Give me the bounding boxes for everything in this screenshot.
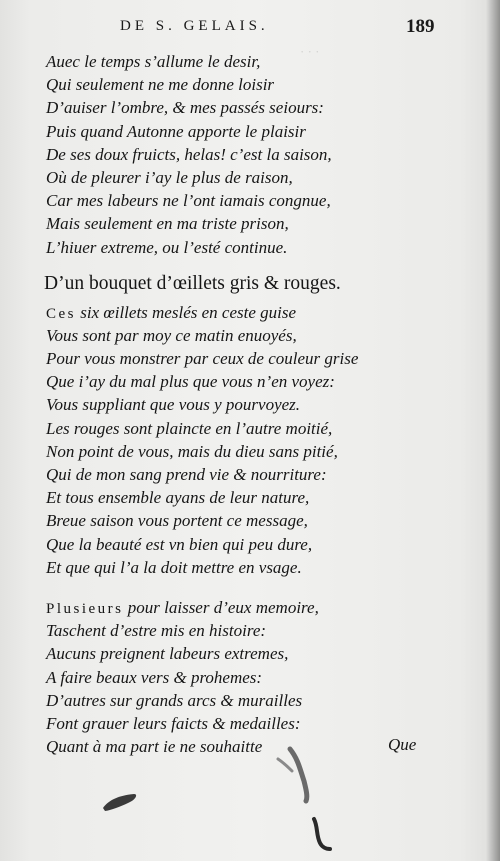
verse-line: Qui seulement ne me donne loisir (46, 75, 275, 95)
verse-line: Que i’ay du mal plus que vous n’en voyez: (46, 372, 335, 392)
verse-line-first (46, 596, 446, 619)
verse-line: Mais seulement en ma triste prison, (46, 214, 289, 234)
verse-line: Taschent d’estre mis en histoire: (46, 621, 267, 641)
verse-line: Vous suppliant que vous y pourvoyez. (46, 395, 301, 415)
verse-line: D’auiser l’ombre, & mes passés seiours: (46, 98, 324, 118)
verse-line: De ses doux fruicts, helas! c’est la saison, (46, 144, 332, 164)
page-header (0, 18, 500, 42)
verse-line: Que la beauté est vn bien qui peu dure, (46, 534, 313, 554)
first-line-rest: pour laisser d’eux memoire, (123, 597, 319, 617)
verse-line: D’autres sur grands arcs & murailles (46, 690, 303, 710)
ink-mark (300, 815, 340, 855)
verse-line: Où de pleurer i’ay le plus de raison, (46, 167, 293, 187)
verse-line-first (46, 301, 446, 324)
verse-line: Vous sont par moy ce matin enuoyés, (46, 325, 297, 345)
verse-line: Car mes labeurs ne l’ont iamais congnue, (46, 191, 331, 211)
initial-word: Plusieurs (46, 600, 124, 617)
initial-word: Ces (46, 305, 76, 322)
verse-line: Pour vous monstrer par ceux de couleur grise (46, 349, 359, 369)
stanza-3 (46, 596, 446, 758)
verse-line: Puis quand Autonne apporte le plaisir (46, 121, 306, 141)
verse-line: Qui de mon sang prend vie & nourriture: (46, 465, 327, 484)
verse-line: Aucuns preignent labeurs extremes, (46, 644, 289, 664)
ink-mark (270, 745, 330, 805)
first-line-rest: six œillets meslés en ceste guise (76, 302, 297, 322)
ink-blot (100, 790, 140, 814)
catchword: Que (388, 735, 417, 754)
stanza-2 (46, 301, 446, 579)
verse-line: Et que qui l’a la doit mettre en vsage. (46, 557, 302, 577)
running-head: DE S. GELAIS. (120, 18, 269, 34)
verse-line: L’hiuer extreme, ou l’esté continue. (46, 237, 288, 257)
show-through-text: · · · (300, 44, 320, 59)
verse-line: Auec le temps s’allume le desir, (46, 52, 261, 71)
verse-line: Non point de vous, mais du dieu sans pitié, (46, 441, 338, 461)
poem-title: D’un bouquet d’œillets gris & rouges. (44, 272, 341, 294)
verse-line: Les rouges sont plaincte en l’autre moitié, (46, 418, 333, 438)
verse-line: Font grauer leurs faicts & medailles: (46, 713, 301, 733)
page-number: 189 (406, 16, 435, 37)
verse-line: Et tous ensemble ayans de leur nature, (46, 488, 310, 508)
verse-line: A faire beaux vers & prohemes: (46, 667, 263, 687)
stanza-1 (46, 50, 446, 259)
page-text (46, 50, 446, 758)
verse-line: Breue saison vous portent ce message, (46, 511, 308, 531)
verse-line: Quant à ma part ie ne souhaitte (46, 737, 263, 757)
